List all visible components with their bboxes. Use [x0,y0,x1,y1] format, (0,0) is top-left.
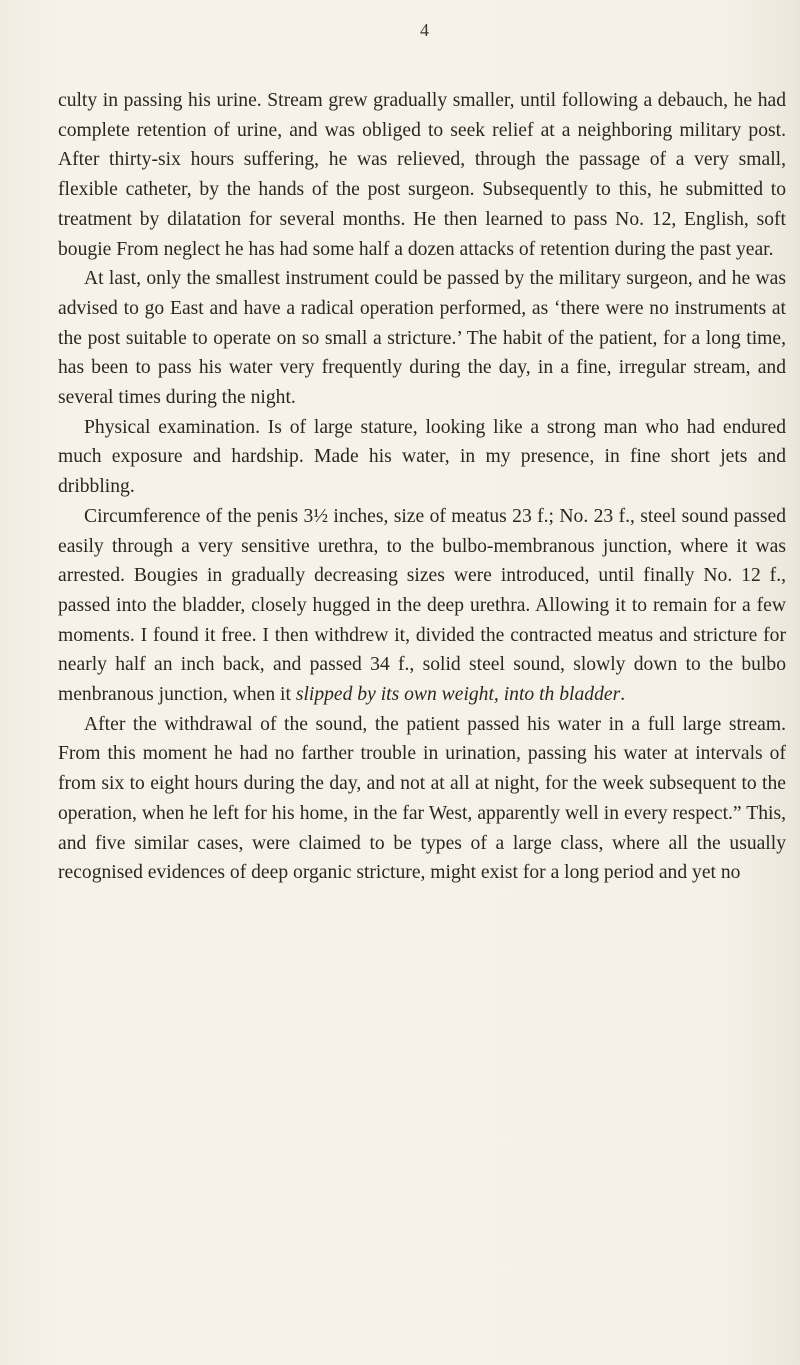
paragraph-5 [58,710,786,888]
body-text [58,86,786,888]
paragraph-text: Circumference of the penis 3½ inches, size of meatus 23 f.; No. 23 f., steel sound passed easily through a very sensitive urethra, to the bulbo-membranous junction, where it was arrested. Bougies in gradually decreasing sizes were introduced, until finally No. 12 f., passed into the bladder, closely hugged in the deep urethra. Allowing it to remain for a few moments. I found it free. I then withdrew it, divided the contracted meatus and stricture for nearly half an inch back, and passed 34 f., solid steel sound, slowly down to the bulbo menbranous junction, when it [58,505,786,706]
paragraph-2 [58,264,786,413]
paragraph-3 [58,413,786,502]
paragraph-1 [58,86,786,264]
page-number: 4 [420,20,429,40]
paragraph-text: culty in passing his urine. Stream grew gradually smaller, until following a debauch, he had complete retention of urine, and was obliged to seek relief at a neighboring military post. After thirty-six hours suffering, he was relieved, through the passage of a very small, flexible catheter, by the hands of the post surgeon. Subsequently to this, he submitted to treatment by dilatation for several months. He then learned to pass No. 12, English, soft bougie From neglect he has had some half a dozen attacks of retention during the past year. [58,90,786,260]
italic-phrase: slipped by its own weight, into th bladder [295,684,621,706]
paragraph-text: At last, only the smallest instrument could be passed by the military surgeon, and he was advised to go East and have a radical operation performed, as ‘there were no instruments at the post suitable to operate on so small a stricture.’ The habit of the patient, for a long time, has been to pass his water very frequently during the day, in a fine, irregular stream, and several times during the night. [58,268,786,409]
paragraph-4 [58,502,786,710]
paragraph-text: After the withdrawal of the sound, the patient passed his water in a full large stream. From this moment he had no farther trouble in urination, passing his water at intervals of from six to eight hours during the day, and not at all at night, for the week subsequent to the operation, when he left for his home, in the far West, apparently well in every respect.” This, and five similar cases, were claimed to be types of a large class, where all the usually recognised evidences of deep organic stricture, might exist for a long period and yet no [58,713,786,884]
paragraph-text: . [620,684,626,706]
paragraph-text: Physical examination. Is of large stature, looking like a strong man who had endured much exposure and hardship. Made his water, in my presence, in fine short jets and dribbling. [58,416,786,498]
